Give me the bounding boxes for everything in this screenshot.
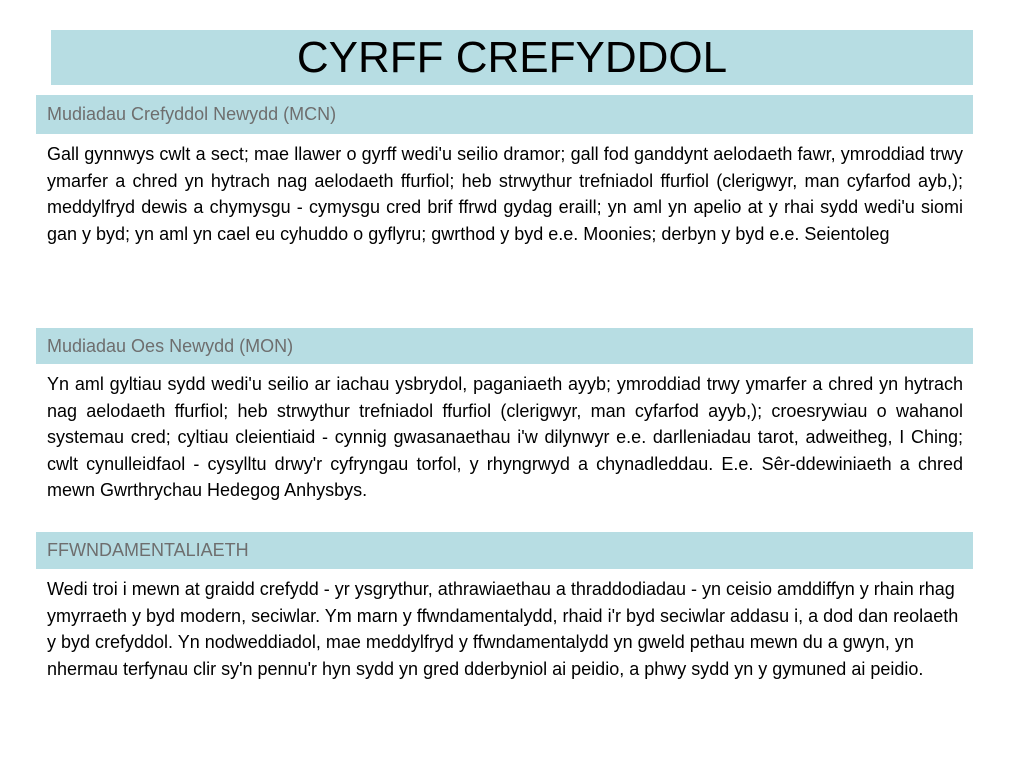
page-title: CYRFF CREFYDDOL — [296, 32, 728, 82]
section-body-mcn: Gall gynnwys cwlt a sect; mae llawer o gyrff wedi'u seilio dramor; gall fod ganddynt aelodaeth fawr, ymroddiad trwy ymarfer a chred yn hytrach nag aelodaeth ffurfiol; heb strwythur trefniadol ffurfiol (clerigwyr, man cyfarfod ayb,); meddylfryd dewis a chymysgu - cymysgu cred brif ffrwd gydag eraill; yn aml yn apelio at y rhai sydd wedi'u siomi gan y byd; yn aml yn cael eu cyhuddo o gyflyru; gwrthod y byd e.e. Moonies; derbyn y byd e.e. Seientoleg — [47, 144, 963, 244]
section-body-mon: Yn aml gyltiau sydd wedi'u seilio ar iachau ysbrydol, paganiaeth ayyb; ymroddiad trwy ymarfer a chred yn hytrach nag aelodaeth ffurfiol; heb strwythur trefniadol ffurfiol (clerigwyr, man cyfarfod ayyb,); croesrywiau o wahanol systemau cred; cyltiau cleientiaid - cynnig gwasanaethau i'w dilynwyr e.e. darlleniadau tarot, adweitheg, I Ching; cwlt cynulleidfaol - cysylltu drwy'r cyfryngau torfol, y rhyngrwyd a chynadleddau. E.e. Sêr-ddewiniaeth a chred mewn Gwrthrychau Hedegog Anhysbys. — [47, 374, 963, 500]
section-heading-mon: Mudiadau Oes Newydd (MON) — [36, 328, 973, 364]
section-body-fundamentalism: Wedi troi i mewn at graidd crefydd - yr ysgrythur, athrawiaethau a thraddodiadau - yn ceisio amddiffyn y rhain rhag ymyrraeth y byd modern, seciwlar. Ym marn y ffwndamentalydd, rhaid i'r byd seciwlar addasu i, a dod dan reolaeth y byd crefyddol. Yn nodweddiadol, mae meddylfryd y ffwndamentalydd yn gweld pethau mewn du a gwyn, yn nhermau terfynau clir sy'n pennu'r hyn sydd yn gred dderbyniol ai peidio, a phwy sydd yn y gymuned ai peidio. — [47, 579, 959, 679]
section-heading-mcn: Mudiadau Crefyddol Newydd (MCN) — [36, 95, 973, 134]
section-heading-fundamentalism: FFWNDAMENTALIAETH — [36, 532, 973, 569]
title-bar — [51, 30, 973, 85]
